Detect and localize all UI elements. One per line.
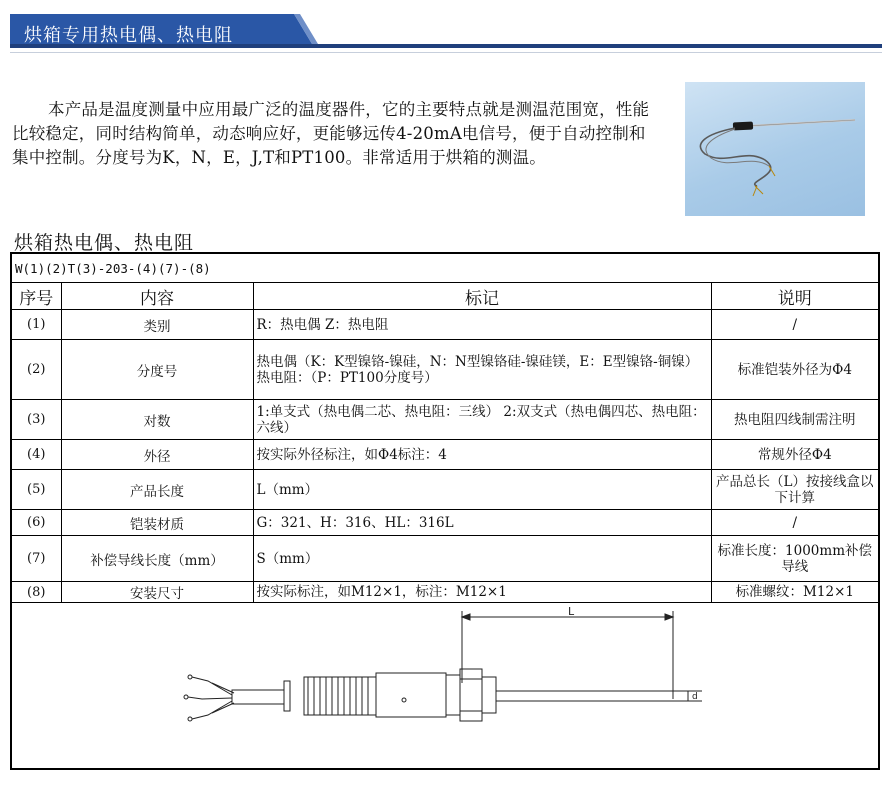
row-mark [253,340,711,400]
row-no: (3) [11,400,61,440]
row-mark-line2: 热电阻：（P：PT100分度号） [256,369,438,386]
thermocouple-photo-drawing [685,82,865,216]
row-mark: 按实际外径标注，如Ф4标注：4 [253,440,711,470]
technical-drawing-cell [11,603,879,770]
row-mark: S（mm） [253,536,711,582]
row-no: (5) [11,470,61,510]
row-content: 分度号 [61,340,253,400]
table-row [11,536,879,582]
section-title: 烘箱热电偶、热电阻 [14,232,195,254]
header-banner [10,14,882,58]
row-mark: R：热电偶 Z：热电阻 [253,310,711,340]
spec-table [10,252,880,770]
row-content: 类别 [61,310,253,340]
row-content: 补偿导线长度（mm） [61,536,253,582]
row-mark: G：321、H：316、HL：316L [253,510,711,536]
row-mark: 按实际标注，如M12×1，标注：M12×1 [253,582,711,603]
header-content: 内容 [61,283,253,310]
row-note: 标准长度：1000mm补偿导线 [711,536,879,582]
table-row [11,310,879,340]
row-content: 铠装材质 [61,510,253,536]
drawing-row [11,603,879,770]
row-no: (6) [11,510,61,536]
table-header-row [11,283,879,310]
intro-text: 本产品是温度测量中应用最广泛的温度器件，它的主要特点就是测温范围宽，性能比较稳定，同时结构简单，动态响应好，更能够远传4-20mA电信号，便于自动控制和集中控制。分度号为K，N，E，J,T和PT100。非常适用于烘箱的测温。 [12,100,650,167]
dim-diameter-label: d [692,692,698,702]
row-mark: 1:单支式（热电偶二芯、热电阻：三线） 2:双支式（热电偶四芯、热电阻：六线） [253,400,711,440]
header-note: 说明 [711,283,879,310]
row-note: 常规外径Ф4 [711,440,879,470]
table-row [11,470,879,510]
table-row [11,400,879,440]
model-code-row [11,253,879,283]
table-row [11,582,879,603]
row-mark: L（mm） [253,470,711,510]
row-no: (8) [11,582,61,603]
row-note: / [711,510,879,536]
header-no: 序号 [11,283,61,310]
banner-title: 烘箱专用热电偶、热电阻 [24,25,233,46]
row-mark-line1: 热电偶（K：K型镍铬-镍硅，N：N型镍铬硅-镍硅镁，E：E型镍铬-铜镍） [256,353,699,370]
header-mark: 标记 [253,283,711,310]
intro-paragraph [12,98,662,170]
row-content: 安装尺寸 [61,582,253,603]
row-no: (2) [11,340,61,400]
product-photo [685,82,865,216]
row-note: / [711,310,879,340]
row-no: (7) [11,536,61,582]
table-row [11,340,879,400]
row-note: 标准螺纹：M12×1 [711,582,879,603]
row-content: 对数 [61,400,253,440]
row-no: (4) [11,440,61,470]
row-note: 产品总长（L）按接线盒以下计算 [711,470,879,510]
row-note: 热电阻四线制需注明 [711,400,879,440]
technical-drawing [12,603,876,768]
dim-length-label: L [568,605,575,618]
row-no: (1) [11,310,61,340]
row-content: 外径 [61,440,253,470]
row-content: 产品长度 [61,470,253,510]
row-note: 标准铠装外径为Ф4 [711,340,879,400]
model-code: W(1)(2)T(3)-203-(4)(7)-(8) [11,253,879,283]
table-row [11,510,879,536]
table-row [11,440,879,470]
